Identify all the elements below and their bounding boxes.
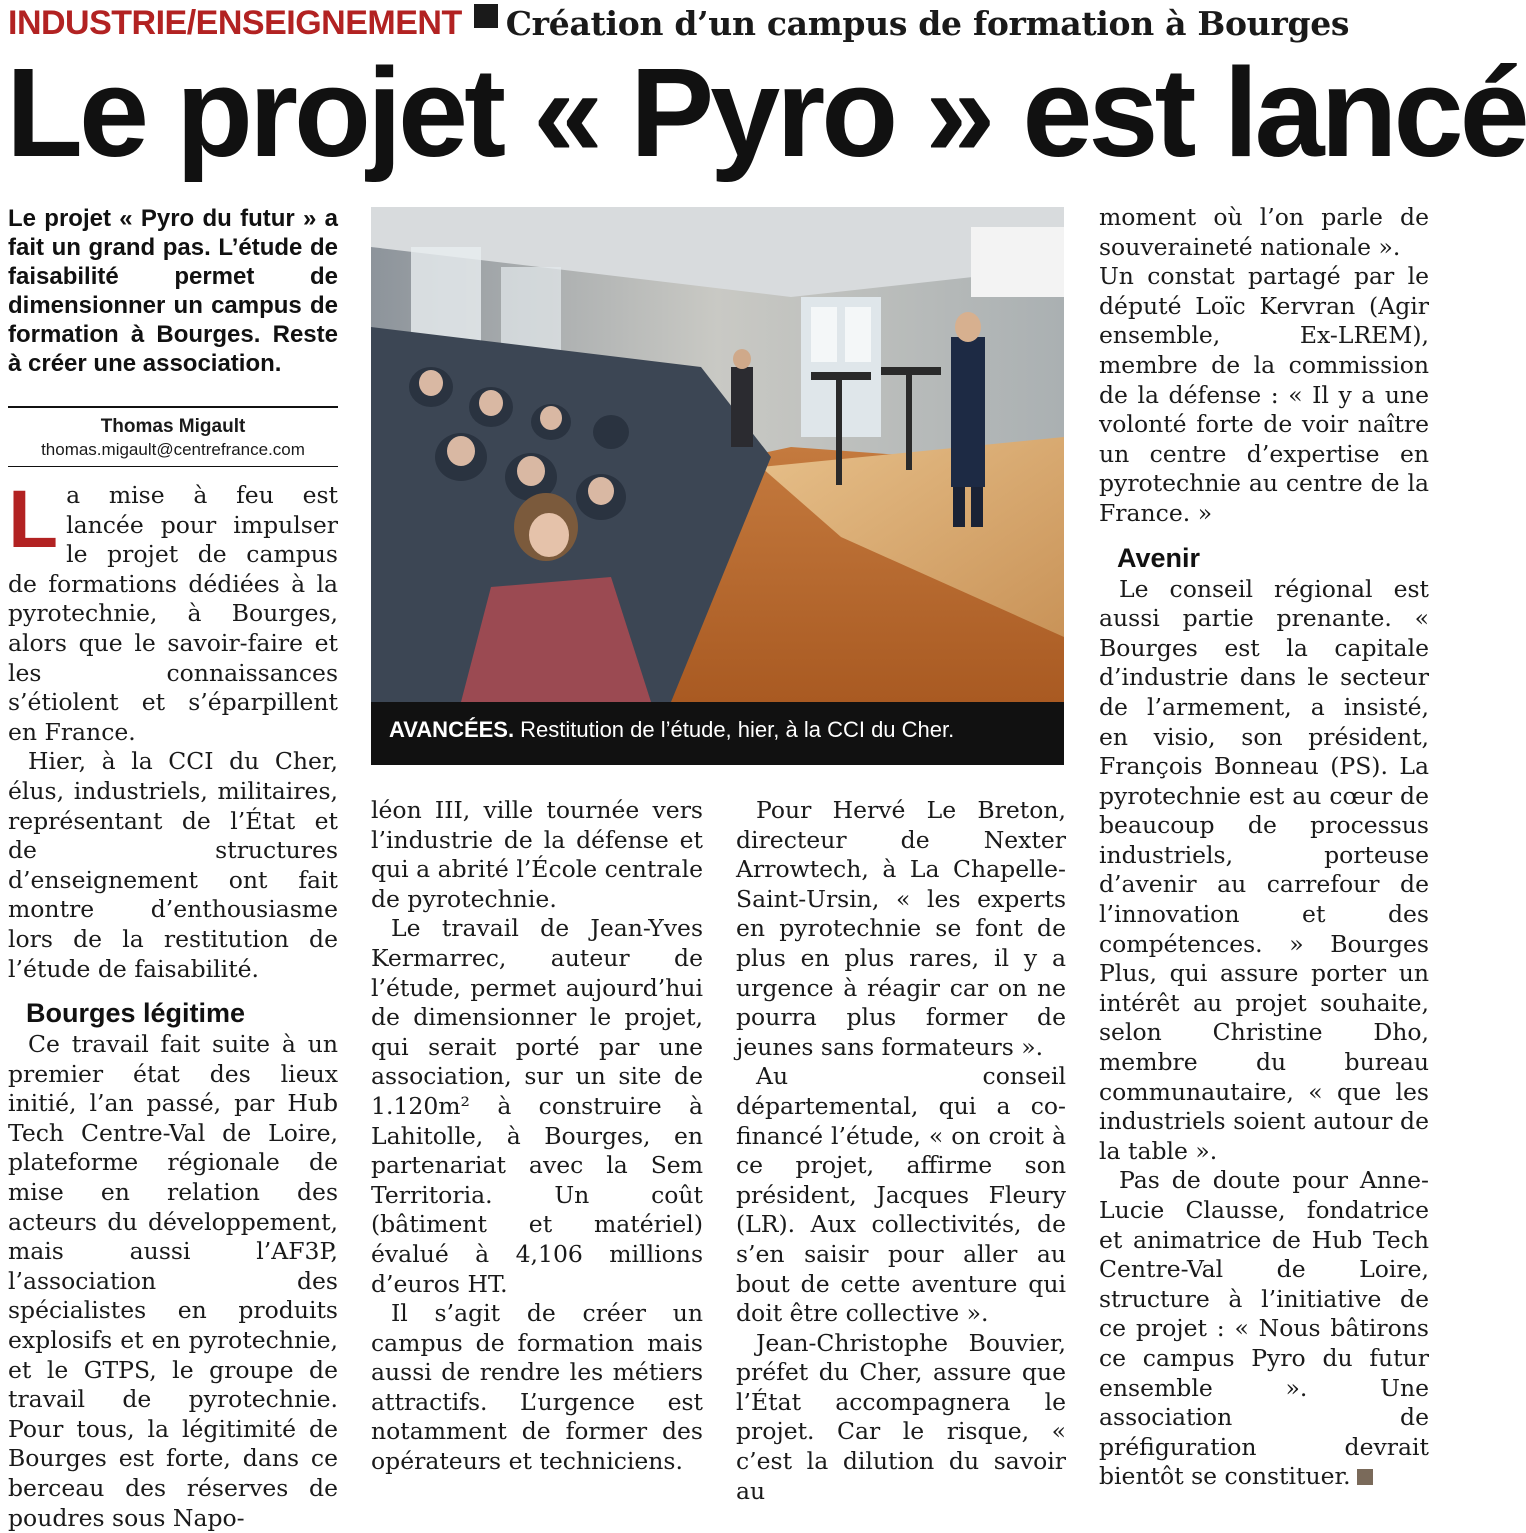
- column-2: [371, 796, 703, 1477]
- subtitle-avenir: Avenir: [1117, 542, 1201, 573]
- headline: Le projet « Pyro » est lancé: [6, 42, 1526, 183]
- paragraph: [1099, 1166, 1429, 1492]
- paragraph: Jean-Christophe Bouvier, préfet du Cher, assure que l’État accompagnera le projet. Car le risque, « c’est la dilution du savoir au: [736, 1328, 1066, 1505]
- paragraph: Il s’agit de créer un campus de formation mais aussi de rendre les métiers attractifs. L’urgence est notamment de former des opérateurs et techniciens.: [371, 1299, 703, 1476]
- kicker-subhead: Création d’un campus de formation à Bourges: [505, 4, 1350, 43]
- conference-photo: [371, 207, 1064, 702]
- paragraph: Le travail de Jean-Yves Kermarrec, auteur de l’étude, permet aujourd’hui de dimensionner le projet, qui serait porté par une association, sur un site de 1.120m² à construire à Lahitolle, à Bourges, en partenariat avec la Sem Territoria. Un coût (bâtiment et matériel) évalué à 4,106 millions d’euros HT.: [371, 914, 703, 1298]
- author-name: Thomas Migault: [100, 416, 246, 437]
- byline-bottom-rule: [8, 466, 338, 467]
- paragraph: Le conseil régional est aussi partie prenante. « Bourges est la capitale d’industrie dans le secteur de l’armement, a insisté, en visio, son président, François Bonneau (PS). La pyrotechnie est au cœur de beaucoup de processus industriels, porteuse d’avenir au carrefour de l’innovation et des compétences. » Bourges Plus, qui assure porter un intérêt au projet souhaite, selon Christine Dho, membre du bureau communautaire, « que les industriels soient autour de la table ».: [1099, 574, 1429, 1165]
- photo-figure: [371, 207, 1064, 765]
- drop-cap: L: [8, 474, 59, 565]
- section-rubric: INDUSTRIE/ENSEIGNEMENT: [8, 4, 462, 42]
- lead-paragraph: [8, 474, 338, 747]
- paragraph: Hier, à la CCI du Cher, élus, industriels, militaires, représentant de l’État et de structures d’enseignement ont fait montre d’enthousiasme lors de la restitution de l’étude de faisabilité.: [8, 747, 338, 983]
- kicker: [8, 4, 1428, 44]
- caption-text: Restitution de l’étude, hier, à la CCI du Cher.: [520, 717, 955, 742]
- paragraph: Ce travail fait suite à un premier état des lieux initié, l’an passé, par Hub Tech Centre-Val de Loire, plateforme régionale de mise en relation des acteurs du développement, mais aussi l’AF3P, l’association des spécialistes en produits explosifs et en pyrotechnie, et le GTPS, le groupe de travail de pyrotechnie. Pour tous, la légitimité de Bourges est forte, dans ce berceau des réserves de poudres sous Napo-: [8, 1030, 338, 1532]
- paragraph: léon III, ville tournée vers l’industrie de la défense et qui a abrité l’École centrale de pyrotechnie.: [371, 796, 703, 913]
- chapo: Le projet « Pyro du futur » a fait un grand pas. L’étude de faisabilité permet de dimensionner un campus de formation à Bourges. Reste à créer une association.: [8, 205, 338, 377]
- body-text-col1: [8, 747, 338, 984]
- subtitle-bourges-legitime: Bourges légitime: [26, 998, 246, 1029]
- column-1: [8, 200, 338, 1533]
- paragraph: Pour Hervé Le Breton, directeur de Nexter Arrowtech, à La Chapelle-Saint-Ursin, « les experts en pyrotechnie se font de plus en plus rares, il y a urgence à réagir car on ne pourra plus former de jeunes sans formateurs ».: [736, 796, 1066, 1061]
- paragraph: Au conseil départemental, qui a co-financé l’étude, « on croit à ce projet, affirme son président, Jacques Fleury (LR). Aux collectivités, de s’en saisir pour aller au bout de cette aventure qui doit être collective ».: [736, 1062, 1066, 1328]
- paragraph-text: Pas de doute pour Anne-Lucie Clausse, fondatrice et animatrice de Hub Tech Centre-Val de Loire, structure à l’initiative de ce projet : « Nous bâtirons ce campus Pyro du futur ensemble ». Une association de préfiguration devrait bientôt se constituer.: [1099, 1166, 1429, 1491]
- paragraph: Un constat partagé par le député Loïc Kervran (Agir ensemble, Ex-LREM), membre de la commission de la défense : « Il y a une volonté forte de voir naître un centre d’expertise en pyrotechnie au centre de la France. »: [1099, 262, 1429, 527]
- paragraph: moment où l’on parle de souveraineté nationale ».: [1099, 203, 1429, 261]
- lead-text: a mise à feu est lancée pour impulser le projet de campus de formations dédiées à la pyrotechnie, à Bourges, alors que le savoir-faire et les connaissances s’étiolent et s’éparpillent en France.: [8, 481, 338, 746]
- author-email[interactable]: thomas.migault@centrefrance.com: [41, 440, 305, 459]
- body-text-col1b: [8, 1030, 338, 1533]
- photo-caption: [389, 717, 1059, 743]
- caption-label: AVANCÉES.: [389, 717, 515, 742]
- column-3: [736, 796, 1066, 1506]
- byline-top-rule: [8, 406, 338, 408]
- square-bullet-icon: [474, 4, 498, 28]
- column-4: [1099, 203, 1429, 1492]
- end-mark-icon: [1357, 1469, 1373, 1485]
